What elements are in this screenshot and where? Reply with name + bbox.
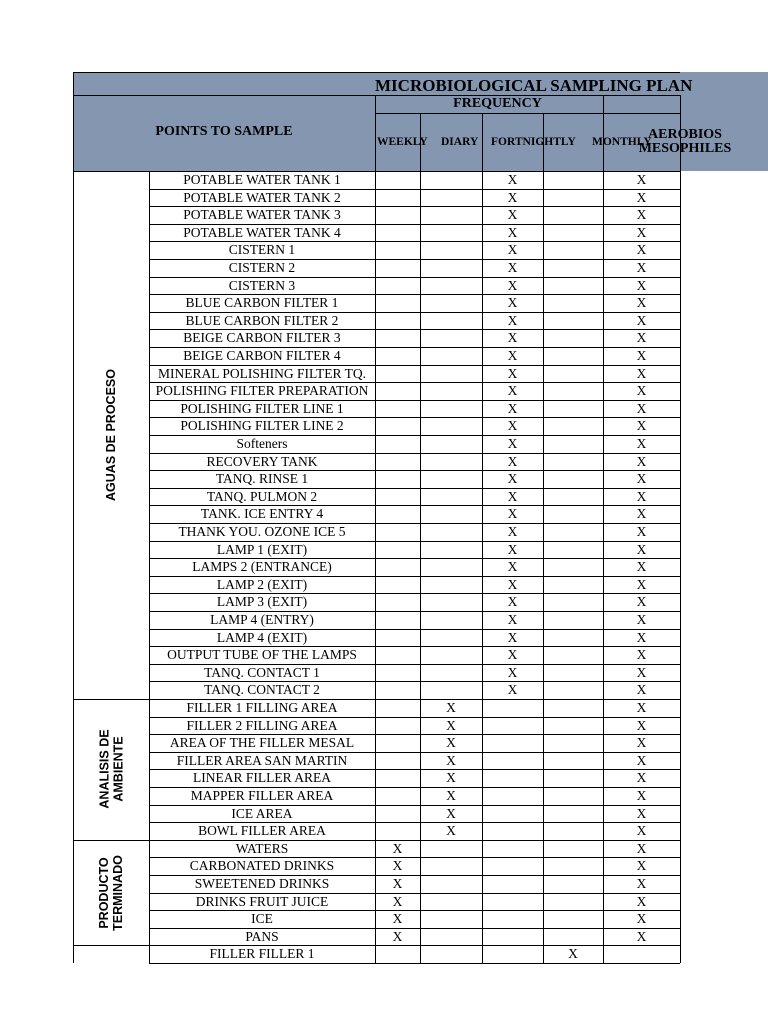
table-row-point: LAMP 3 (EXIT): [216, 594, 308, 610]
aerobios-mark: X: [636, 312, 647, 328]
group-label: [95, 840, 127, 946]
aerobios-mark: X: [636, 594, 647, 610]
frequency-mark: X: [507, 260, 518, 275]
table-row-point: POTABLE WATER TANK 4: [183, 224, 341, 240]
aerobios-mark: X: [636, 436, 647, 451]
table-row-point: TANK. ICE ENTRY 4: [200, 506, 324, 522]
table-row-point: TANQ. CONTACT 2: [204, 682, 320, 698]
table-row-point: FILLER 2 FILLING AREA: [186, 717, 338, 733]
frequency-mark: X: [507, 383, 518, 399]
frequency-mark: X: [507, 664, 518, 680]
table-row-point: RECOVERY TANK: [206, 453, 318, 469]
frequency-mark: X: [507, 330, 518, 346]
aerobios-mark: X: [636, 805, 647, 821]
table-row-point: AREA OF THE FILLER MESAL: [169, 735, 355, 751]
frequency-mark: X: [507, 312, 518, 328]
frequency-mark: X: [507, 488, 518, 504]
frequency-mark: X: [392, 928, 403, 944]
frequency-mark: X: [507, 559, 518, 575]
frequency-mark: X: [507, 506, 518, 522]
frequency-mark: X: [446, 700, 456, 715]
aerobios-header-line2: MESOPHILES: [638, 141, 732, 156]
table-row-point: PANS: [245, 928, 279, 944]
table-row-point: Softeners: [236, 436, 288, 451]
table-row-point: CISTERN 1: [228, 242, 296, 258]
column-divider: [543, 171, 544, 963]
frequency-mark: X: [392, 840, 403, 856]
column-divider: [420, 171, 421, 963]
aerobios-mark: X: [636, 277, 647, 293]
aerobios-mark: X: [636, 682, 647, 698]
table-row-point: FILLER AREA SAN MARTIN: [176, 752, 348, 768]
frequency-mark: X: [507, 207, 518, 223]
aerobios-mark: X: [636, 189, 647, 205]
table-row-point: MINERAL POLISHING FILTER TQ.: [157, 365, 366, 381]
table-row-point: BOWL FILLER AREA: [198, 823, 326, 839]
aerobios-mark: X: [636, 383, 647, 399]
fortnightly-column-header: FORTNIGHTLY: [491, 136, 576, 148]
table-row-point: BEIGE CARBON FILTER 3: [183, 330, 341, 346]
diary-column-header: DIARY: [441, 136, 479, 148]
frequency-mark: X: [507, 594, 518, 610]
frequency-mark: X: [392, 893, 403, 909]
table-row-point: LAMP 4 (ENTRY): [210, 612, 314, 627]
table-row-point: LAMPS 2 (ENTRANCE): [192, 559, 332, 575]
header-fortnightly-divider: [543, 113, 544, 171]
table-row-point: TANQ. RINSE 1: [215, 471, 309, 487]
frequency-mark: X: [507, 524, 518, 539]
aerobios-mark: X: [636, 365, 647, 381]
frequency-mark: X: [507, 612, 518, 627]
aerobios-mark: X: [636, 172, 647, 187]
aerobios-mark: X: [636, 506, 647, 522]
frequency-mark: X: [507, 453, 518, 469]
table-row-point: LAMP 2 (EXIT): [216, 576, 308, 592]
frequency-mark: X: [507, 295, 518, 311]
aerobios-mark: X: [636, 576, 647, 592]
group-label-line: AMBIENTE: [111, 736, 126, 803]
table-row-point: ICE: [251, 911, 273, 927]
frequency-mark: X: [507, 629, 518, 645]
aerobios-mark: X: [636, 823, 647, 839]
group-label: [95, 171, 127, 699]
aerobios-mark: X: [636, 295, 647, 311]
frequency-mark: X: [446, 735, 456, 751]
table-left-border: [73, 171, 74, 963]
aerobios-mark: X: [636, 330, 647, 346]
header-points-divider: [375, 95, 376, 171]
aerobios-mark: X: [636, 911, 647, 927]
aerobios-mark: X: [636, 664, 647, 680]
points-to-sample-header: POINTS TO SAMPLE: [155, 124, 293, 139]
aerobios-mark: X: [636, 260, 647, 275]
frequency-mark: X: [392, 858, 403, 874]
column-divider: [680, 171, 681, 963]
frequency-mark: X: [507, 647, 518, 663]
group-label-line: AGUAS DE PROCESO: [104, 369, 118, 501]
aerobios-mark: X: [636, 629, 647, 645]
aerobios-mark: X: [636, 400, 647, 416]
header-right-line: [680, 95, 681, 171]
frequency-mark: X: [446, 805, 456, 821]
table-row-point: LAMP 1 (EXIT): [216, 541, 308, 557]
group-label-line: ANALISIS DE: [97, 729, 112, 809]
frequency-mark: X: [507, 541, 518, 557]
frequency-mark: X: [392, 876, 403, 891]
aerobios-mark: X: [636, 717, 647, 733]
frequency-mark: X: [507, 242, 518, 258]
table-row-point: TANQ. CONTACT 1: [204, 664, 320, 680]
table-row-point: POTABLE WATER TANK 3: [183, 207, 341, 223]
aerobios-mark: X: [636, 418, 647, 434]
frequency-mark: X: [507, 172, 518, 187]
table-row-point: CISTERN 2: [228, 260, 296, 275]
weekly-column-header: WEEKLY: [377, 136, 428, 148]
table-row-point: LINEAR FILLER AREA: [193, 770, 331, 786]
aerobios-mark: X: [636, 893, 647, 909]
frequency-mark: X: [507, 277, 518, 293]
aerobios-mark: X: [636, 928, 647, 944]
frequency-mark: X: [446, 717, 456, 733]
table-row-point: FILLER 1 FILLING AREA: [186, 700, 338, 715]
aerobios-mark: X: [636, 876, 647, 891]
aerobios-mark: X: [636, 647, 647, 663]
table-row-point: DRINKS FRUIT JUICE: [195, 893, 329, 909]
frequency-mark: X: [446, 823, 456, 839]
frequency-mark: X: [507, 471, 518, 487]
frequency-mark: X: [507, 436, 518, 451]
aerobios-mark: X: [636, 453, 647, 469]
frequency-mark: X: [446, 752, 456, 768]
table-row-point: THANK YOU. OZONE ICE 5: [178, 524, 346, 539]
table-row-point: ICE AREA: [231, 805, 293, 821]
aerobios-mark: X: [636, 207, 647, 223]
aerobios-mark: X: [636, 471, 647, 487]
table-row-point: WATERS: [235, 840, 289, 856]
table-row-point: POLISHING FILTER LINE 2: [180, 418, 344, 434]
table-row-point: POTABLE WATER TANK 2: [183, 189, 341, 205]
aerobios-mark: X: [636, 612, 647, 627]
aerobios-mark: X: [636, 788, 647, 803]
header-weekly-divider: [420, 113, 421, 171]
frequency-header: FREQUENCY: [453, 96, 542, 111]
frequency-mark: X: [507, 189, 518, 205]
table-row-point: SWEETENED DRINKS: [194, 876, 330, 891]
table-row-point: CARBONATED DRINKS: [189, 858, 335, 874]
aerobios-mark: X: [636, 840, 647, 856]
group-label-line: TERMINADO: [111, 854, 125, 931]
frequency-mark: X: [507, 418, 518, 434]
table-row-point: MAPPER FILLER AREA: [190, 788, 334, 803]
frequency-mark: X: [446, 770, 456, 786]
frequency-mark: X: [392, 911, 403, 927]
frequency-mark: X: [507, 576, 518, 592]
header-left-line: [73, 72, 74, 171]
header-monthly-divider: [603, 95, 604, 171]
aerobios-mark: X: [636, 224, 647, 240]
table-row-point: TANQ. PULMON 2: [206, 488, 318, 504]
table-row-point: POLISHING FILTER LINE 1: [180, 400, 344, 416]
monthly-column-header: MONTHLY: [592, 136, 652, 148]
title-bottom-line: [73, 95, 680, 96]
aerobios-header-line1: AEROBIOS: [648, 127, 722, 142]
frequency-mark: X: [507, 682, 518, 698]
aerobios-mark: X: [636, 559, 647, 575]
group-label: [95, 945, 127, 963]
header-top-line: [73, 72, 680, 73]
aerobios-mark: X: [636, 541, 647, 557]
frequency-mark: X: [507, 365, 518, 381]
table-row-point: FILLER FILLER 1: [209, 946, 315, 962]
frequency-mark: X: [507, 224, 518, 240]
frequency-mark: X: [568, 946, 578, 962]
table-row-point: BLUE CARBON FILTER 1: [185, 295, 339, 311]
frequency-mark: X: [507, 348, 518, 363]
frequency-mark: X: [446, 788, 456, 803]
sampling-plan-sheet: [73, 72, 768, 964]
aerobios-mark: X: [636, 348, 647, 363]
aerobios-mark: X: [636, 524, 647, 539]
group-label-line: PRODUCTO: [97, 856, 111, 929]
aerobios-mark: X: [636, 752, 647, 768]
table-row-point: POLISHING FILTER PREPARATION: [155, 383, 369, 399]
aerobios-mark: X: [636, 700, 647, 715]
table-row-point: LAMP 4 (EXIT): [216, 629, 308, 645]
aerobios-mark: X: [636, 488, 647, 504]
aerobios-mark: X: [636, 858, 647, 874]
page-title: MICROBIOLOGICAL SAMPLING PLAN: [375, 76, 693, 95]
table-row-point: OUTPUT TUBE OF THE LAMPS: [167, 647, 357, 663]
table-row-point: BEIGE CARBON FILTER 4: [183, 348, 341, 363]
aerobios-mark: X: [636, 242, 647, 258]
table-row-point: POTABLE WATER TANK 1: [183, 172, 341, 187]
frequency-mark: X: [507, 400, 518, 416]
header-diary-divider: [482, 113, 483, 171]
table-row-point: BLUE CARBON FILTER 2: [185, 312, 339, 328]
row-line: [149, 963, 680, 964]
group-label: [95, 699, 127, 840]
aerobios-mark: X: [636, 735, 647, 751]
aerobios-mark: X: [636, 770, 647, 786]
table-row-point: CISTERN 3: [228, 277, 296, 293]
